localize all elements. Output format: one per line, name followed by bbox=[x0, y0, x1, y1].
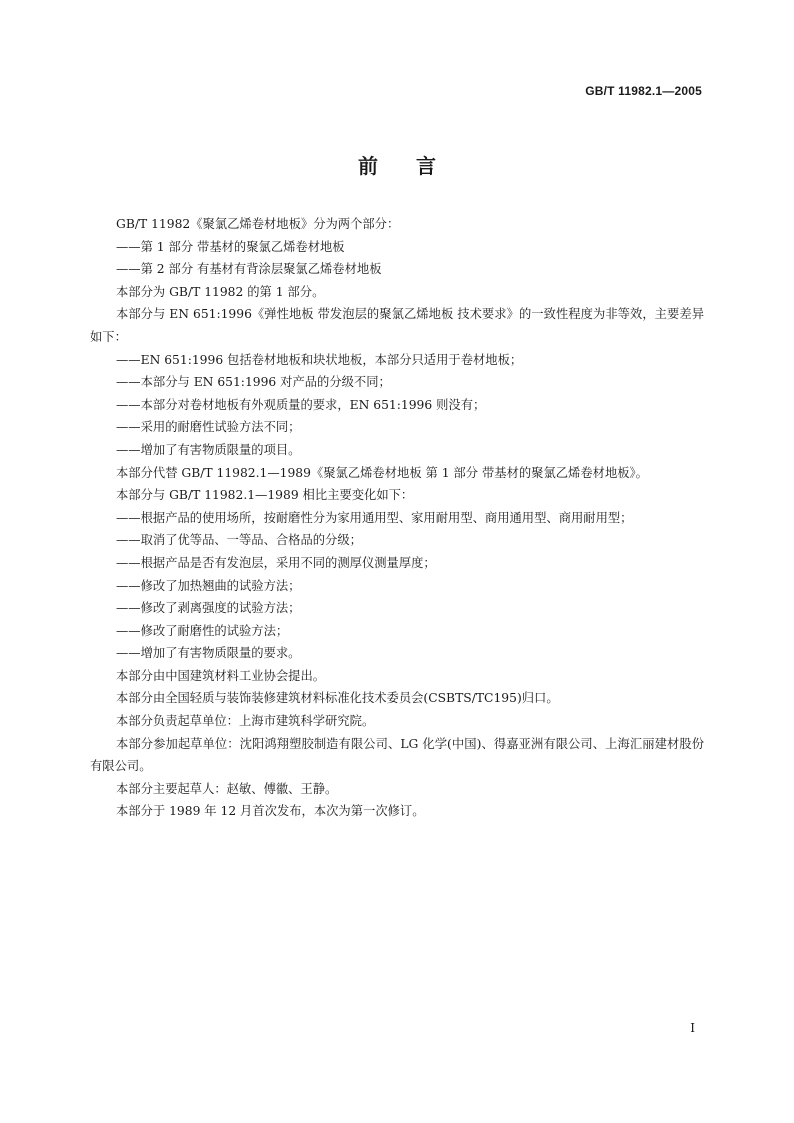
foreword-body bbox=[90, 213, 704, 823]
paragraph-centralized: 本部分由全国轻质与装饰装修建筑材料标准化技术委员会(CSBTS/TC195)归口。 bbox=[116, 691, 559, 706]
list-item-difference: ——EN 651:1996 包括卷材地板和块状地板，本部分只适用于卷材地板； bbox=[116, 352, 523, 367]
list-item-difference: ——采用的耐磨性试验方法不同； bbox=[116, 420, 301, 435]
list-item-change: ——修改了加热翘曲的试验方法； bbox=[116, 578, 301, 593]
paragraph-part-statement: 本部分为 GB/T 11982 的第 1 部分。 bbox=[116, 284, 325, 299]
paragraph-equivalence: 本部分与 EN 651:1996《弹性地板 带发泡层的聚氯乙烯地板 技术要求》的一致性程度为非等效，主要差异如下： bbox=[90, 307, 704, 344]
list-item-change: ——根据产品的使用场所，按耐磨性分为家用通用型、家用耐用型、商用通用型、商用耐用型； bbox=[116, 510, 633, 525]
list-item-part-2: ——第 2 部分 有基材有背涂层聚氯乙烯卷材地板 bbox=[116, 262, 382, 277]
paragraph-publication-history: 本部分于 1989 年 12 月首次发布，本次为第一次修订。 bbox=[116, 804, 425, 819]
standard-code: GB/T 11982.1—2005 bbox=[585, 84, 702, 98]
paragraph-drafting-unit: 本部分负责起草单位：上海市建筑科学研究院。 bbox=[116, 714, 375, 729]
list-item-difference: ——本部分对卷材地板有外观质量的要求，EN 651:1996 则没有； bbox=[116, 397, 486, 412]
list-item-change: ——修改了剥离强度的试验方法； bbox=[116, 601, 301, 616]
paragraph-changes-intro: 本部分与 GB/T 11982.1—1989 相比主要变化如下： bbox=[116, 488, 414, 503]
paragraph-parts-intro: GB/T 11982《聚氯乙烯卷材地板》分为两个部分： bbox=[116, 217, 400, 231]
list-item-change: ——修改了耐磨性的试验方法； bbox=[116, 623, 289, 638]
paragraph-drafters: 本部分主要起草人：赵敏、傅徽、王静。 bbox=[116, 781, 338, 796]
list-item-difference: ——本部分与 EN 651:1996 对产品的分级不同； bbox=[116, 375, 391, 390]
paragraph-replaces: 本部分代替 GB/T 11982.1—1989《聚氯乙烯卷材地板 第 1 部分 带基材的聚氯乙烯卷材地板》。 bbox=[116, 465, 648, 480]
list-item-change: ——增加了有害物质限量的要求。 bbox=[116, 646, 301, 661]
list-item-difference: ——增加了有害物质限量的项目。 bbox=[116, 442, 301, 457]
paragraph-participating-units: 本部分参加起草单位：沈阳鸿翔塑胶制造有限公司、LG 化学(中国)、得嘉亚洲有限公司、上海汇丽建材股份有限公司。 bbox=[90, 736, 704, 774]
list-item-part-1: ——第 1 部分 带基材的聚氯乙烯卷材地板 bbox=[116, 239, 345, 254]
page-title: 前言 bbox=[358, 154, 474, 178]
list-item-change: ——根据产品是否有发泡层，采用不同的测厚仪测量厚度； bbox=[116, 555, 436, 570]
list-item-change: ——取消了优等品、一等品、合格品的分级； bbox=[116, 533, 362, 548]
page-number: I bbox=[690, 1021, 695, 1035]
paragraph-proposer: 本部分由中国建筑材料工业协会提出。 bbox=[116, 668, 326, 683]
